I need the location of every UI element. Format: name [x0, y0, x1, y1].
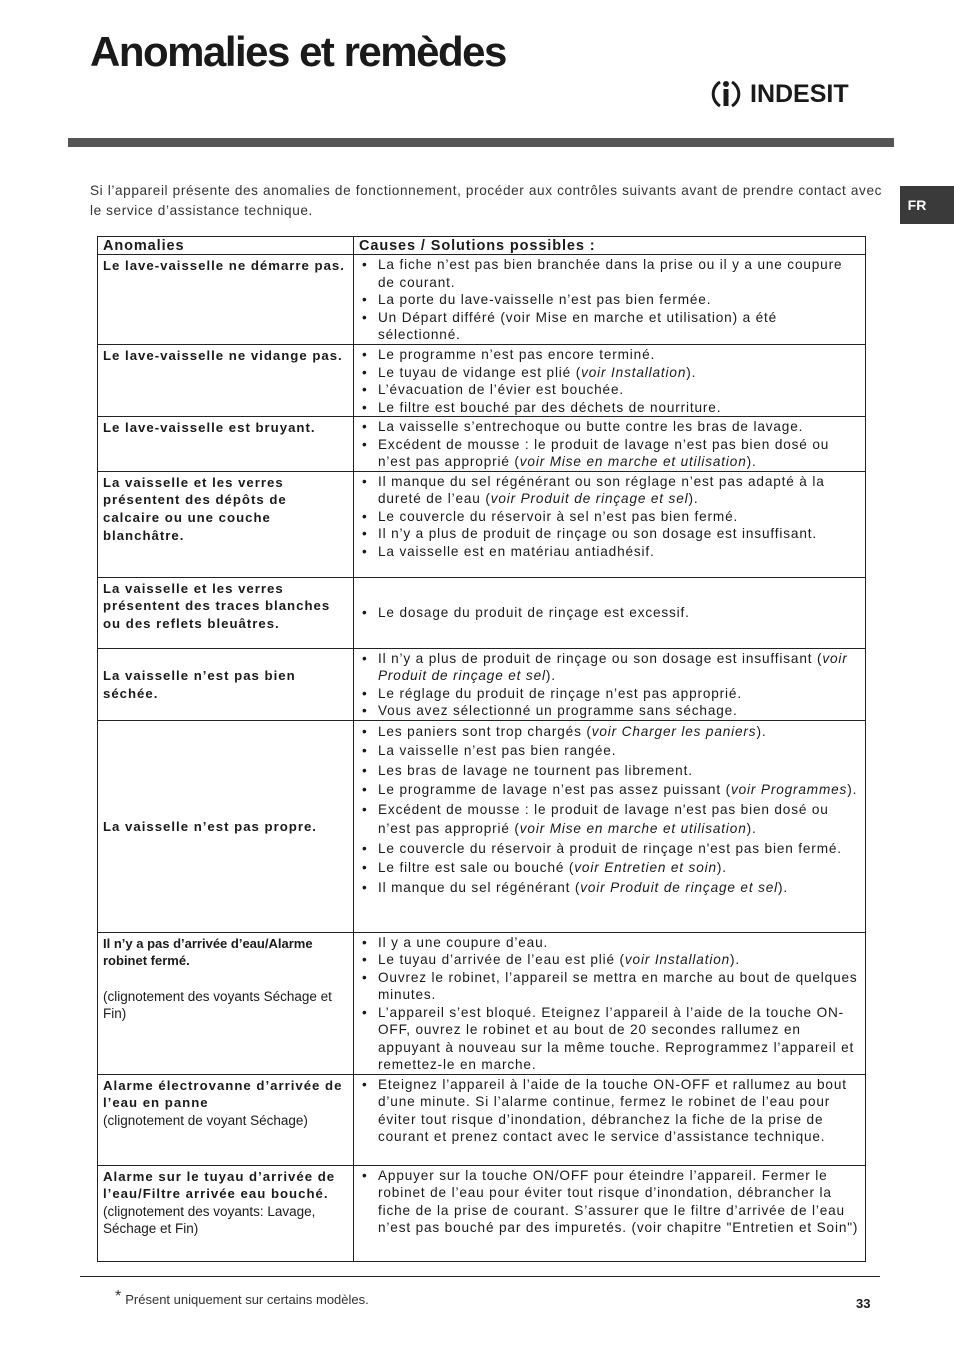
anomaly-text: Alarme sur le tuyau d’arrivée de l’eau/Filtre arrivée eau bouché.: [103, 1168, 336, 1202]
causes-list: [358, 1076, 861, 1146]
causes-list: [358, 1167, 861, 1237]
anomaly-text: Le lave-vaisselle est bruyant.: [103, 420, 316, 435]
cause-text: Il manque du sel régénérant ou son réglage n’est pas adapté à la dureté de l’eau (: [378, 473, 825, 506]
table-row: [98, 720, 866, 932]
anomaly-note: (clignotement de voyant Séchage): [103, 1113, 308, 1129]
cause-item: [358, 858, 861, 878]
causes-cell: [354, 255, 866, 345]
cause-item: [358, 761, 861, 781]
anomaly-text: Le lave-vaisselle ne démarre pas.: [103, 258, 345, 273]
anomaly-cell: [98, 345, 354, 417]
cause-reference: voir Produit de rinçage et sel: [580, 879, 779, 895]
causes-cell: [354, 720, 866, 932]
page-title: Anomalies et remèdes: [90, 28, 506, 75]
footer-rule: [80, 1276, 880, 1277]
cause-text: Le programme de lavage n’est pas assez puissant (: [378, 782, 731, 797]
cause-text: Il manque du sel régénérant (: [378, 879, 581, 895]
language-tab: FR: [900, 186, 954, 224]
cause-text: Le filtre est sale ou bouché (: [378, 860, 575, 875]
anomaly-text: La vaisselle n’est pas propre.: [103, 819, 317, 835]
causes-list: [358, 256, 861, 344]
cause-text: Vous avez sélectionné un programme sans séchage.: [378, 703, 738, 718]
anomaly-text: La vaisselle et les verres présentent des traces blanches ou des reflets bleuâtres.: [103, 580, 331, 632]
cause-text: Le tuyau de vidange est plié (: [378, 364, 582, 380]
cause-text: Le tuyau d’arrivée de l’eau est plié (: [378, 952, 625, 967]
column-header-causes: Causes / Solutions possibles :: [354, 237, 866, 255]
cause-text: ).: [686, 364, 697, 380]
cause-text: Excédent de mousse : le produit de lavage n'est pas bien dosé ou n’est pas approprié (: [378, 801, 829, 836]
cause-item: [358, 543, 861, 561]
cause-item: [358, 702, 861, 720]
footnote-marker: *: [115, 1288, 122, 1305]
anomaly-cell: [98, 577, 354, 648]
anomaly-text: La vaisselle n’est pas bien séchée.: [103, 668, 296, 701]
cause-item: [358, 741, 861, 761]
cause-item: [358, 418, 861, 436]
cause-text: Un Départ différé (voir Mise en marche et utilisation) a été sélectionné.: [378, 309, 778, 342]
cause-item: [358, 604, 861, 622]
causes-cell: [354, 1165, 866, 1261]
cause-text: La vaisselle n’est pas bien rangée.: [378, 743, 617, 758]
cause-text: Il y a une coupure d’eau.: [378, 934, 549, 950]
cause-text: Les bras de lavage ne tournent pas librement.: [378, 762, 693, 778]
causes-list: [358, 934, 861, 1074]
causes-list: [358, 722, 861, 898]
anomaly-cell: [98, 471, 354, 577]
table-row: [98, 471, 866, 577]
cause-item: [358, 508, 861, 526]
cause-text: La porte du lave-vaisselle n’est pas bien fermée.: [378, 292, 712, 307]
anomaly-note: (clignotement des voyants Séchage et Fin): [103, 988, 332, 1021]
troubleshooting-table: [97, 236, 866, 1262]
cause-item: [358, 951, 861, 969]
cause-item: [358, 969, 861, 1004]
cause-text: Le dosage du produit de rinçage est excessif.: [378, 605, 690, 621]
anomaly-note: (clignotement des voyants: Lavage, Séchage et Fin): [103, 1204, 316, 1237]
anomaly-cell: [98, 932, 354, 1074]
table-row: [98, 255, 866, 345]
anomaly-cell: [98, 1074, 354, 1165]
cause-item: [358, 525, 861, 543]
cause-text: L’appareil s’est bloqué. Eteignez l’appareil à l’aide de la touche ON-OFF, ouvrez le robinet et au bout de 20 secondes rallumez en appuyant à nouveau sur la même touche. Reprogrammez l’appareil et remettez-le en marche.: [378, 1004, 855, 1072]
cause-item: [358, 1167, 861, 1237]
cause-text: ).: [730, 952, 741, 967]
cause-item: [358, 878, 861, 898]
cause-text: Le réglage du produit de rinçage n’est pas approprié.: [378, 685, 742, 701]
anomaly-cell: [98, 1165, 354, 1261]
cause-text: ).: [756, 723, 767, 739]
cause-reference: voir Entretien et soin: [574, 860, 717, 875]
anomaly-text: Alarme électrovanne d’arrivée de l’eau en panne: [103, 1077, 343, 1111]
cause-text: L’évacuation de l’évier est bouchée.: [378, 382, 624, 397]
causes-cell: [354, 932, 866, 1074]
cause-item: [358, 399, 861, 417]
cause-item: [358, 473, 861, 508]
causes-cell: [354, 577, 866, 648]
cause-item: [358, 800, 861, 839]
table-row: [98, 932, 866, 1074]
cause-text: Eteignez l’appareil à l’aide de la touche ON-OFF et rallumez au bout d’une minute. Si l’alarme continue, fermez le robinet de l’eau pour éviter tout risque d’inondation, débranchez la fiche de la prise de courant et prenez contact avec le service d’assistance technique.: [378, 1076, 847, 1144]
cause-text: ).: [688, 491, 699, 506]
anomaly-text: Le lave-vaisselle ne vidange pas.: [103, 348, 343, 363]
cause-item: [358, 722, 861, 742]
cause-text: La vaisselle s’entrechoque ou butte contre les bras de lavage.: [378, 419, 804, 434]
anomaly-cell: [98, 255, 354, 345]
cause-item: [358, 346, 861, 364]
cause-item: [358, 309, 861, 344]
cause-reference: voir Mise en marche et utilisation: [519, 454, 747, 469]
cause-text: La fiche n’est pas bien branchée dans la prise ou il y a une coupure de courant.: [378, 257, 843, 290]
cause-text: Excédent de mousse : le produit de lavage n’est pas bien dosé ou n’est pas approprié (: [378, 436, 830, 469]
table-row: [98, 577, 866, 648]
causes-cell: [354, 648, 866, 720]
cause-reference: voir Installation: [624, 952, 731, 967]
cause-text: Appuyer sur la touche ON/OFF pour éteindre l’appareil. Fermer le robinet de l’eau pour éviter tout risque d’inondation, débrancher la fiche de la prise de courant. S’assurer que le filtre d’arrivée de l’eau n’est pas bouché par des impuretés. (voir chapitre "Entretien et Soin"): [378, 1167, 859, 1235]
table-row: [98, 1165, 866, 1261]
cause-text: ).: [545, 668, 556, 683]
cause-text: ).: [746, 821, 757, 836]
cause-item: [358, 256, 861, 291]
table-row: [98, 648, 866, 720]
cause-text: ).: [778, 879, 789, 895]
cause-text: Il n’y a plus de produit de rinçage ou son dosage est insuffisant (: [378, 650, 823, 666]
brand-name: INDESIT: [750, 79, 849, 108]
cause-item: [358, 436, 861, 471]
table-row: [98, 417, 866, 472]
cause-reference: voir Programmes: [730, 782, 848, 797]
cause-text: ).: [847, 782, 858, 797]
cause-text: La vaisselle est en matériau antiadhésif.: [378, 543, 655, 559]
cause-text: Il n’y a plus de produit de rinçage ou son dosage est insuffisant.: [378, 526, 817, 541]
cause-reference: voir Installation: [581, 364, 687, 380]
header-rule: [68, 138, 894, 147]
anomaly-cell: [98, 720, 354, 932]
cause-text: ).: [716, 860, 727, 875]
page-number: 33: [856, 1296, 871, 1311]
cause-item: [358, 1004, 861, 1074]
column-header-anomalies: Anomalies: [98, 237, 354, 255]
cause-reference: voir Charger les paniers: [591, 723, 757, 739]
causes-cell: [354, 471, 866, 577]
cause-reference: voir Produit de rinçage et sel: [378, 650, 848, 683]
brand-logo: [708, 76, 849, 112]
cause-item: [358, 381, 861, 399]
causes-list: [358, 473, 861, 561]
cause-text: Le programme n’est pas encore terminé.: [378, 347, 656, 362]
anomaly-text: La vaisselle et les verres présentent des dépôts de calcaire ou une couche blanchâtre.: [103, 474, 287, 543]
cause-item: [358, 1076, 861, 1146]
causes-list: [358, 418, 861, 471]
cause-text: Ouvrez le robinet, l’appareil se mettra en marche au bout de quelques minutes.: [378, 969, 858, 1002]
anomaly-cell: [98, 648, 354, 720]
cause-item: [358, 934, 861, 952]
cause-item: [358, 685, 861, 703]
causes-cell: [354, 417, 866, 472]
cause-text: Le couvercle du réservoir à produit de rinçage n'est pas bien fermé.: [378, 840, 842, 856]
causes-list: [358, 650, 861, 720]
cause-reference: voir Mise en marche et utilisation: [519, 821, 747, 836]
table-row: [98, 1074, 866, 1165]
intro-paragraph: Si l’appareil présente des anomalies de fonctionnement, procéder aux contrôles suivants avant de prendre contact avec le service d’assistance technique.: [90, 183, 882, 218]
footnote-text: Présent uniquement sur certains modèles.: [125, 1292, 369, 1307]
causes-cell: [354, 1074, 866, 1165]
cause-text: Le filtre est bouché par des déchets de nourriture.: [378, 399, 722, 415]
cause-item: [358, 650, 861, 685]
causes-list: [358, 604, 861, 622]
anomaly-text: Il n’y a pas d’arrivée d’eau/Alarme robinet fermé.: [103, 935, 313, 968]
cause-text: ).: [746, 454, 757, 469]
table-row: [98, 345, 866, 417]
causes-cell: [354, 345, 866, 417]
cause-text: Les paniers sont trop chargés (: [378, 723, 592, 739]
cause-text: Le couvercle du réservoir à sel n’est pas bien fermé.: [378, 508, 739, 524]
cause-reference: voir Produit de rinçage et sel: [490, 491, 689, 506]
cause-item: [358, 780, 861, 800]
cause-item: [358, 839, 861, 859]
causes-list: [358, 346, 861, 416]
cause-item: [358, 364, 861, 382]
brand-circle-i-icon: [708, 76, 744, 112]
cause-item: [358, 291, 861, 309]
footnote: [115, 1288, 369, 1309]
anomaly-cell: [98, 417, 354, 472]
